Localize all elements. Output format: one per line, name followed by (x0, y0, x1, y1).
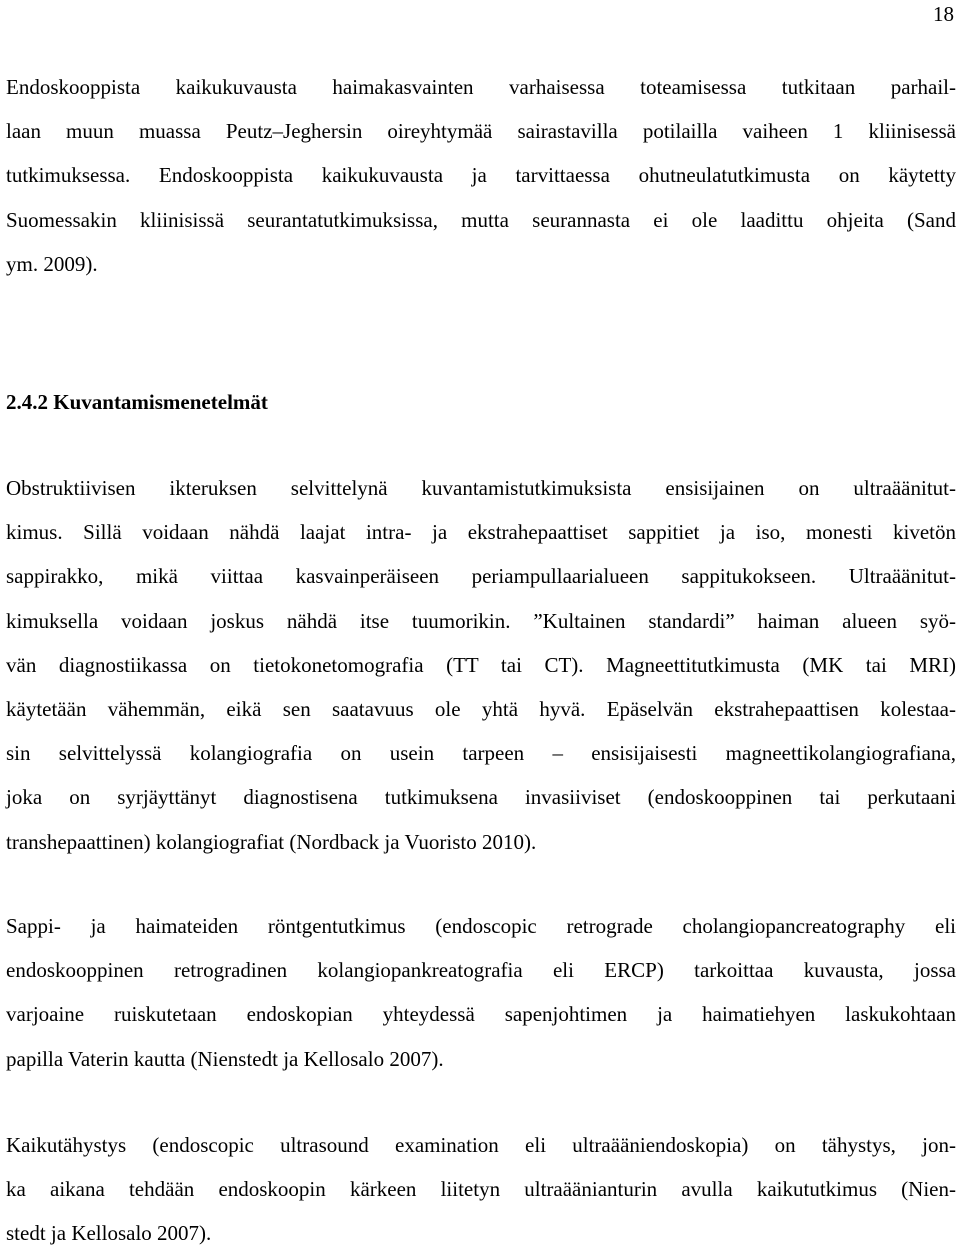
paragraph-endoscopic-ultrasound-screening (6, 65, 956, 286)
paragraph-line: ym. 2009). (6, 251, 98, 276)
paragraph-line: joka on syrjäyttänyt diagnostisena tutkimuksena invasiiviset (endoskooppinen tai perkutaani (6, 785, 956, 810)
paragraph-line: Kaikutähystys (endoscopic ultrasound examination eli ultraääniendoskopia) on tähystys, jon- (6, 1133, 956, 1157)
paragraph-line: kimuksella voidaan joskus nähdä itse tuumorikin. ”Kultainen standardi” haiman alueen syö- (6, 608, 956, 633)
paragraph-imaging-methods (6, 466, 956, 864)
paragraph-line: kimus. Sillä voidaan nähdä laajat intra- ja ekstrahepaattiset sappitiet ja iso, monesti kivetön (6, 520, 956, 545)
paragraph-line: vän diagnostiikassa on tietokonetomografia (TT tai CT). Magneettitutkimusta (MK tai MRI) (6, 652, 956, 677)
paragraph-line: stedt ja Kellosalo 2007). (6, 1221, 212, 1246)
paragraph-line: laan muun muassa Peutz–Jeghersin oireyhtymää sairastavilla potilailla vaiheen 1 kliinisessä (6, 119, 956, 144)
paragraph-line: sappirakko, mikä viittaa kasvainperäiseen periampullaarialueen sappitukokseen. Ultraäänitut- (6, 564, 956, 589)
page-number: 18 (933, 2, 954, 26)
paragraph-line: tutkimuksessa. Endoskooppista kaikukuvausta ja tarvittaessa ohutneulatutkimusta on käytetty (6, 163, 956, 188)
paragraph-line: Obstruktiivisen ikteruksen selvittelynä kuvantamistutkimuksista ensisijainen on ultraäänitut- (6, 476, 956, 500)
paragraph-ercp (6, 904, 956, 1081)
paragraph-line: papilla Vaterin kautta (Nienstedt ja Kellosalo 2007). (6, 1046, 444, 1071)
paragraph-line: Sappi- ja haimateiden röntgentutkimus (endoscopic retrograde cholangiopancreatography eli (6, 914, 956, 938)
paragraph-line: käytetään vähemmän, eikä sen saatavuus ole yhtä hyvä. Epäselvän ekstrahepaattisen kolestaa- (6, 697, 956, 722)
paragraph-line: endoskooppinen retrogradinen kolangiopankreatografia eli ERCP) tarkoittaa kuvausta, jossa (6, 958, 956, 983)
paragraph-line: Endoskooppista kaikukuvausta haimakasvainten varhaisessa toteamisessa tutkitaan parhail- (6, 75, 956, 99)
paragraph-line: Suomessakin kliinisissä seurantatutkimuksissa, mutta seurannasta ei ole laadittu ohjeita (Sand (6, 207, 956, 232)
paragraph-line: sin selvittelyssä kolangiografia on usein tarpeen – ensisijaisesti magneettikolangiografiana, (6, 741, 956, 766)
paragraph-line: varjoaine ruiskutetaan endoskopian yhteydessä sapenjohtimen ja haimatiehyen laskukohtaan (6, 1002, 956, 1027)
section-heading: 2.4.2 Kuvantamismenetelmät (6, 390, 268, 414)
paragraph-endoscopic-ultrasound (6, 1123, 956, 1256)
paragraph-line: transhepaattinen) kolangiografiat (Nordback ja Vuoristo 2010). (6, 829, 537, 854)
paragraph-line: ka aikana tehdään endoskoopin kärkeen liitetyn ultraäänianturin avulla kaikututkimus (Nien- (6, 1177, 956, 1202)
